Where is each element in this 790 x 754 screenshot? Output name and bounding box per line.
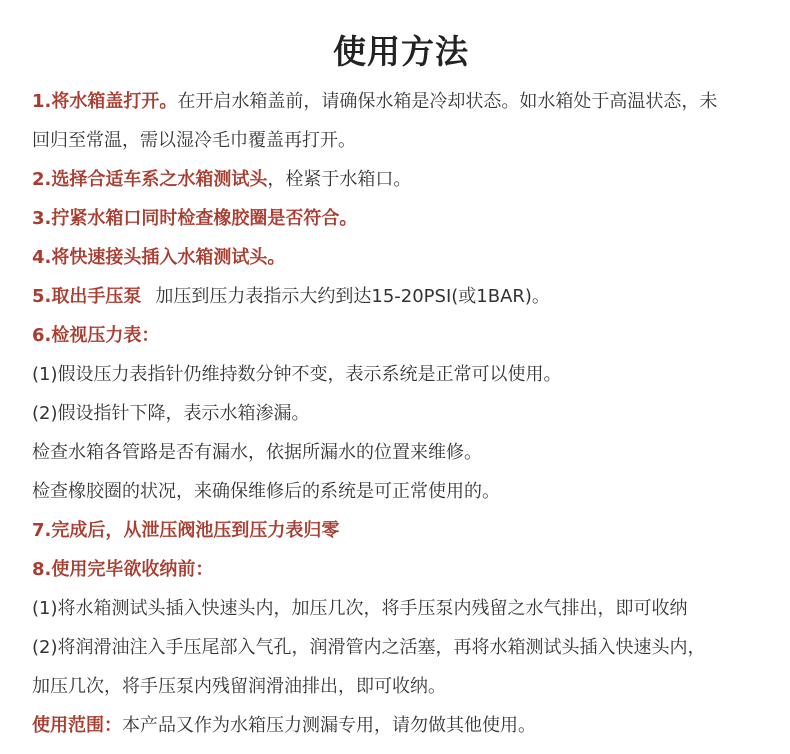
usage-scope-text: 本产品又作为水箱压力测漏专用，请勿做其他使用。	[122, 715, 536, 736]
step-2-heading: 2.选择合适车系之水箱测试头	[32, 169, 268, 190]
step-1-heading: 1.将水箱盖打开。	[32, 91, 178, 112]
step-5-text: 加压到压力表指示大约到达15-20PSI(或1BAR)。	[155, 286, 550, 307]
step-2-line	[32, 160, 770, 199]
step-6-note-2: 检查橡胶圈的状况，来确保维修后的系统是可正常使用的。	[32, 481, 500, 502]
step-3-heading: 3.拧紧水箱口同时检查橡胶圈是否符合。	[32, 208, 358, 229]
step-5-line	[32, 277, 770, 316]
step-6-line	[32, 316, 770, 355]
usage-scope-line	[32, 706, 770, 745]
step-8-item-2-continued: 加压几次，将手压泵内残留润滑油排出，即可收纳。	[32, 676, 446, 697]
step-6-heading: 6.检视压力表：	[32, 325, 160, 346]
page-title: 使用方法	[333, 32, 469, 71]
step-3-line	[32, 199, 770, 238]
usage-scope-heading: 使用范围：	[32, 715, 122, 736]
step-1-text: 在开启水箱盖前，请确保水箱是冷却状态。如水箱处于高温状态，未	[177, 91, 718, 112]
step-8-line	[32, 550, 770, 589]
step-6-item-1: (1)假设压力表指针仍维持数分钟不变，表示系统是正常可以使用。	[32, 364, 562, 385]
step-1-continued: 回归至常温，需以湿冷毛巾覆盖再打开。	[32, 130, 356, 151]
step-6-item-2: (2)假设指针下降，表示水箱渗漏。	[32, 403, 310, 424]
step-8-heading: 8.使用完毕欲收纳前：	[32, 559, 214, 580]
instructions-body	[32, 82, 770, 745]
step-6-note-1: 检查水箱各管路是否有漏水，依据所漏水的位置来维修。	[32, 442, 482, 463]
step-4-line	[32, 238, 770, 277]
step-8-item-2: (2)将润滑油注入手压尾部入气孔，润滑管内之活塞，再将水箱测试头插入快速头内，	[32, 637, 706, 658]
step-1-line	[32, 82, 770, 121]
step-7-line	[32, 511, 770, 550]
step-2-text: ，栓紧于水箱口。	[267, 169, 412, 190]
step-4-heading: 4.将快速接头插入水箱测试头。	[32, 247, 286, 268]
step-5-heading: 5.取出手压泵	[32, 286, 142, 307]
step-8-item-1: (1)将水箱测试头插入快速头内，加压几次，将手压泵内残留之水气排出，即可收纳	[32, 598, 688, 619]
step-7-heading: 7.完成后，从泄压阀池压到压力表归零	[32, 520, 340, 541]
